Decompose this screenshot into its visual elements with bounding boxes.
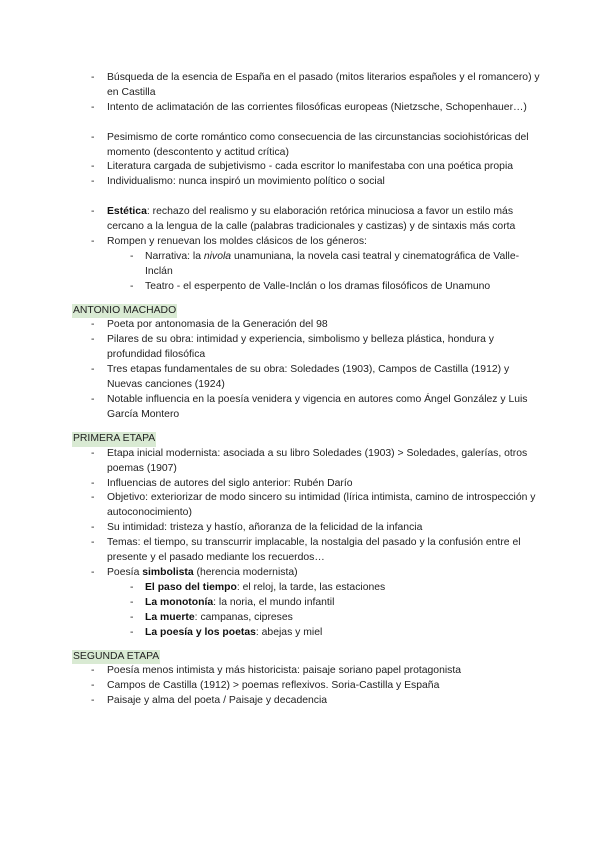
- list-item: - Literatura cargada de subjetivismo - cada escritor lo manifestaba con una poética propia: [72, 160, 542, 175]
- list-item: - Notable influencia en la poesía venidera y vigencia en autores como Ángel González y Luis García Montero: [72, 393, 542, 423]
- list-item: - Campos de Castilla (1912) > poemas reflexivos. Soria-Castilla y España: [72, 679, 542, 694]
- list-item: - Etapa inicial modernista: asociada a su libro Soledades (1903) > Soledades, galerías, otros poemas (1907): [72, 447, 542, 477]
- list-item: - Poesía menos intimista y más historicista: paisaje soriano papel protagonista: [72, 664, 542, 679]
- list-item: - Paisaje y alma del poeta / Paisaje y decadencia: [72, 694, 542, 709]
- narrativa-text: Narrativa: la: [145, 250, 204, 262]
- list-item: - Pilares de su obra: intimidad y experiencia, simbolismo y belleza plástica, hondura y profundidad filosófica: [72, 333, 542, 363]
- poesia-text-rest: (herencia modernista): [193, 566, 298, 578]
- sub-item-text: : la noria, el mundo infantil: [213, 596, 335, 608]
- list-item: - Rompen y renuevan los moldes clásicos de los géneros:: [72, 235, 542, 250]
- section-heading-segunda-etapa: [72, 650, 542, 665]
- list-item: - Poeta por antonomasia de la Generación del 98: [72, 318, 542, 333]
- document-body: [72, 71, 542, 709]
- sub-item-label: El paso del tiempo: [145, 581, 237, 593]
- estetica-text: : rechazo del realismo y su elaboración retórica minuciosa a favor un estilo más cercano a la lengua de la calle (palabras tradicionales y castizas) y de sintaxis más corta: [107, 206, 516, 233]
- estetica-label: Estética: [107, 206, 147, 218]
- sub-item-narrativa: [72, 250, 542, 280]
- list-item: - Influencias de autores del siglo anterior: Rubén Darío: [72, 477, 542, 492]
- list-item: - Objetivo: exteriorizar de modo sincero su intimidad (lírica intimista, camino de introspección y autoconocimiento): [72, 491, 542, 521]
- sub-item-text: : abejas y miel: [255, 626, 323, 638]
- simbolista-term: simbolista: [142, 566, 194, 578]
- list-item-poesia-simbolista: [72, 566, 542, 581]
- heading-highlight: SEGUNDA ETAPA: [72, 650, 160, 665]
- list-item: - Su intimidad: tristeza y hastío, añoranza de la felicidad de la infancia: [72, 521, 542, 536]
- sub-item-label: La monotonía: [145, 596, 214, 608]
- list-item: - Intento de aclimatación de las corrientes filosóficas europeas (Nietzsche, Schopenhauer…): [72, 101, 542, 116]
- sub-item-label: La poesía y los poetas: [145, 626, 256, 638]
- sub-item-text: : campanas, cipreses: [194, 611, 293, 623]
- sub-item: [72, 611, 542, 626]
- sub-item-text: : el reloj, la tarde, las estaciones: [236, 581, 386, 593]
- list-item: - Temas: el tiempo, su transcurrir implacable, la nostalgia del pasado y la confusión entre el presente y el pasado mediante los recuerdos…: [72, 536, 542, 566]
- list-item-estetica: [72, 205, 542, 235]
- section-heading-primera-etapa: [72, 432, 542, 447]
- sub-item-label: La muerte: [145, 611, 195, 623]
- list-item: - Tres etapas fundamentales de su obra: Soledades (1903), Campos de Castilla (1912) y Nuevas canciones (1924): [72, 363, 542, 393]
- sub-item: [72, 581, 542, 596]
- heading-highlight: ANTONIO MACHADO: [72, 304, 177, 319]
- list-item: - Individualismo: nunca inspiró un movimiento político o social: [72, 175, 542, 190]
- nivola-term: nivola: [203, 250, 232, 262]
- section-heading-machado: [72, 304, 542, 319]
- sub-item: [72, 626, 542, 641]
- sub-item: [72, 596, 542, 611]
- sub-item-teatro: - Teatro - el esperpento de Valle-Inclán o los dramas filosóficos de Unamuno: [72, 280, 542, 295]
- list-item: - Pesimismo de corte romántico como consecuencia de las circunstancias sociohistóricas del momento (descontento y actitud crítica): [72, 131, 542, 161]
- list-item: - Búsqueda de la esencia de España en el pasado (mitos literarios españoles y el romancero) y en Castilla: [72, 71, 542, 101]
- narrativa-text-rest: unamuniana, la novela casi teatral y cinematográfica de Valle-Inclán: [145, 250, 520, 277]
- heading-highlight: PRIMERA ETAPA: [72, 432, 156, 447]
- poesia-text: Poesía: [107, 566, 143, 578]
